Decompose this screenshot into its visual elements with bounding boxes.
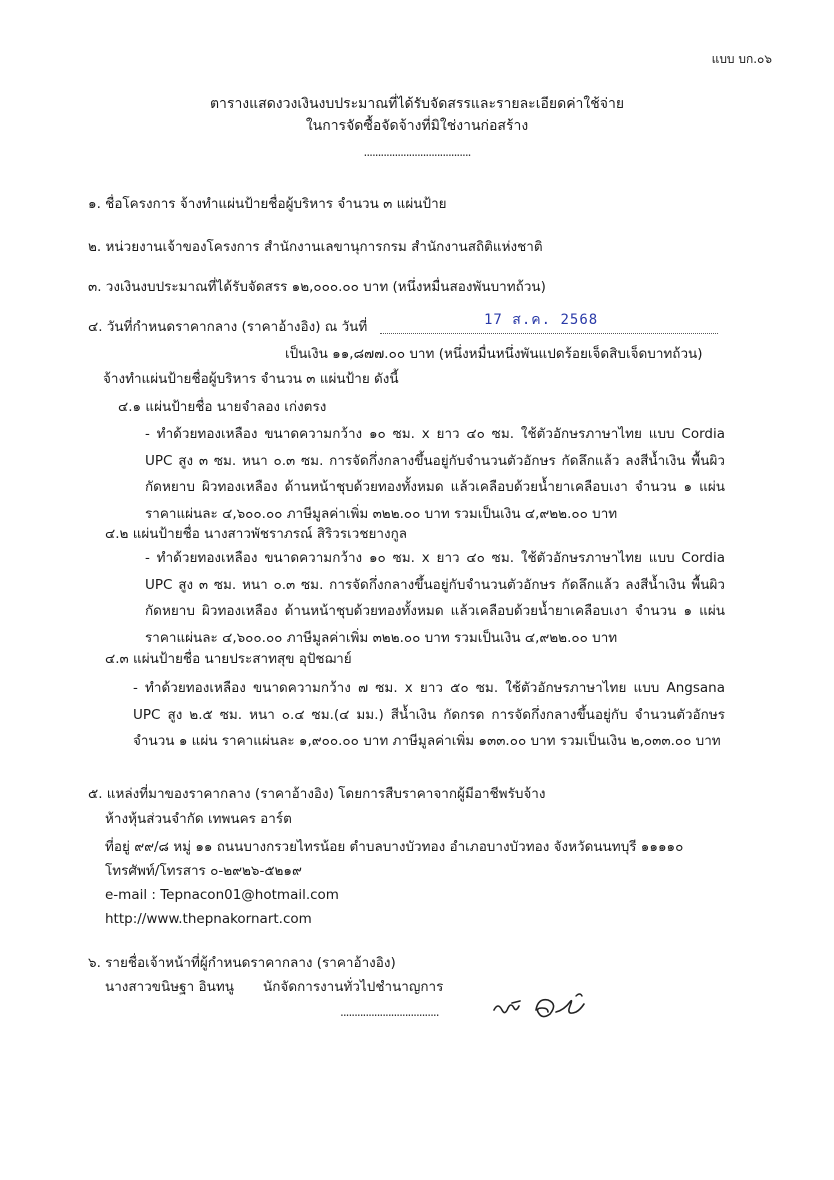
date-stamp: 17 ส.ค. 2568 (484, 312, 599, 328)
item-3-budget: ๓. วงเงินงบประมาณที่ได้รับจัดสรร ๑๒,๐๐๐.๐๐ บาท (หนึ่งหมื่นสองพันบาทถ้วน) (88, 279, 546, 295)
item-4-3-detail: - ทำด้วยทองเหลือง ขนาดความกว้าง ๗ ซม. x ยาว ๕๐ ซม. ใช้ตัวอักษรภาษาไทย แบบ Angsana UPC สูง ๒.๕ ซม. หนา ๐.๔ ซม.(๔ มม.) สีน้ำเงิน กัดกรด การจัดกึ่งกลางขึ้นอยู่กับ จำนวนตัวอักษร จำนวน ๑ แผ่น ราคาแผ่นละ ๑,๙๐๐.๐๐ บาท ภาษีมูลค่าเพิ่ม ๑๓๓.๐๐ บาท รวมเป็นเงิน ๒,๐๓๓.๐๐ บาท (133, 680, 725, 749)
form-code: แบบ บก.๐๖ (711, 52, 772, 66)
item-2-owner-agency: ๒. หน่วยงานเจ้าของโครงการ สำนักงานเลขานุการกรม สำนักงานสถิติแห่งชาติ (88, 239, 543, 255)
signature-dotted-line: ................................... (340, 1005, 439, 1019)
vendor-phone: โทรศัพท์/โทรสาร ๐-๒๙๒๖-๕๒๑๙ (105, 863, 302, 879)
item-4-2-detail: - ทำด้วยทองเหลือง ขนาดความกว้าง ๑๐ ซม. x ยาว ๔๐ ซม. ใช้ตัวอักษรภาษาไทย แบบ Cordia UPC สูง ๓ ซม. หนา ๐.๓ ซม. การจัดกึ่งกลางขึ้นอยู่กับจำนวนตัวอักษร กัดลึกแล้ว ลงสีน้ำเงิน พื้นผิวกัดหยาบ ผิวทองเหลือง ด้านหน้าชุบด้วยทองทั้งหมด แล้วเคลือบด้วยน้ำยาเคลือบเงา จำนวน ๑ แผ่น ราคาแผ่นละ ๔,๖๐๐.๐๐ ภาษีมูลค่าเพิ่ม ๓๒๒.๐๐ บาท รวมเป็นเงิน ๔,๙๒๒.๐๐ บาท (145, 550, 725, 646)
item-4-1-detail: - ทำด้วยทองเหลือง ขนาดความกว้าง ๑๐ ซม. x ยาว ๔๐ ซม. ใช้ตัวอักษรภาษาไทย แบบ Cordia UPC สูง ๓ ซม. หนา ๐.๓ ซม. การจัดกึ่งกลางขึ้นอยู่กับจำนวนตัวอักษร กัดลึกแล้ว ลงสีน้ำเงิน พื้นผิวกัดหยาบ ผิวทองเหลือง ด้านหน้าชุบด้วยทองทั้งหมด แล้วเคลือบด้วยน้ำยาเคลือบเงา จำนวน ๑ แผ่น ราคาแผ่นละ ๔,๖๐๐.๐๐ ภาษีมูลค่าเพิ่ม ๓๒๒.๐๐ บาท รวมเป็นเงิน ๔,๙๒๒.๐๐ บาท (145, 426, 725, 522)
page-title: ตารางแสดงวงเงินงบประมาณที่ได้รับจัดสรรและรายละเอียดค่าใช้จ่าย (209, 96, 625, 112)
item-1-project-name: ๑. ชื่อโครงการ จ้างทำแผ่นป้ายชื่อผู้บริหาร จำนวน ๓ แผ่นป้าย (88, 196, 447, 212)
item-4-label: ๔. วันที่กำหนดราคากลาง (ราคาอ้างอิง) ณ วันที่ (88, 319, 368, 335)
page-subtitle: ในการจัดซื้อจัดจ้างที่มิใช่งานก่อสร้าง (305, 118, 529, 134)
vendor-website: http://www.thepnakornart.com (105, 911, 312, 927)
item-4-3-heading: ๔.๓ แผ่นป้ายชื่อ นายประสาทสุข อุปัชฌาย์ (105, 651, 352, 667)
vendor-email: e-mail : Tepnacon01@hotmail.com (105, 887, 339, 903)
item-5-heading: ๕. แหล่งที่มาของราคากลาง (ราคาอ้างอิง) โดยการสืบราคาจากผู้มีอาชีพรับจ้าง (88, 786, 546, 802)
official-position: นักจัดการงานทั่วไปชำนาญการ (263, 979, 444, 995)
official-name: นางสาวขนิษฐา อินทนู (105, 979, 234, 995)
item-4-amount: เป็นเงิน ๑๑,๘๗๗.๐๐ บาท (หนึ่งหมื่นหนึ่งพันแปดร้อยเจ็ดสิบเจ็ดบาทถ้วน) (285, 346, 703, 362)
date-dotted-line (380, 333, 718, 334)
item-4-1-heading: ๔.๑ แผ่นป้ายชื่อ นายจำลอง เก่งตรง (118, 399, 327, 415)
handwritten-signature (490, 990, 590, 1024)
title-dotted-line: ...................................... (363, 145, 471, 159)
item-6-heading: ๖. รายชื่อเจ้าหน้าที่ผู้กำหนดราคากลาง (ราคาอ้างอิง) (88, 955, 396, 971)
item-4-intro: จ้างทำแผ่นป้ายชื่อผู้บริหาร จำนวน ๓ แผ่นป้าย ดังนี้ (103, 371, 399, 387)
vendor-address: ที่อยู่ ๙๙/๘ หมู่ ๑๑ ถนนบางกรวยไทรน้อย ตำบลบางบัวทอง อำเภอบางบัวทอง จังหวัดนนทบุรี ๑๑๑๑๐ (105, 839, 684, 855)
item-4-2-heading: ๔.๒ แผ่นป้ายชื่อ นางสาวพัชราภรณ์ สิริวรเวชยางกูล (105, 526, 408, 542)
vendor-company: ห้างหุ้นส่วนจำกัด เทพนคร อาร์ต (105, 811, 292, 827)
